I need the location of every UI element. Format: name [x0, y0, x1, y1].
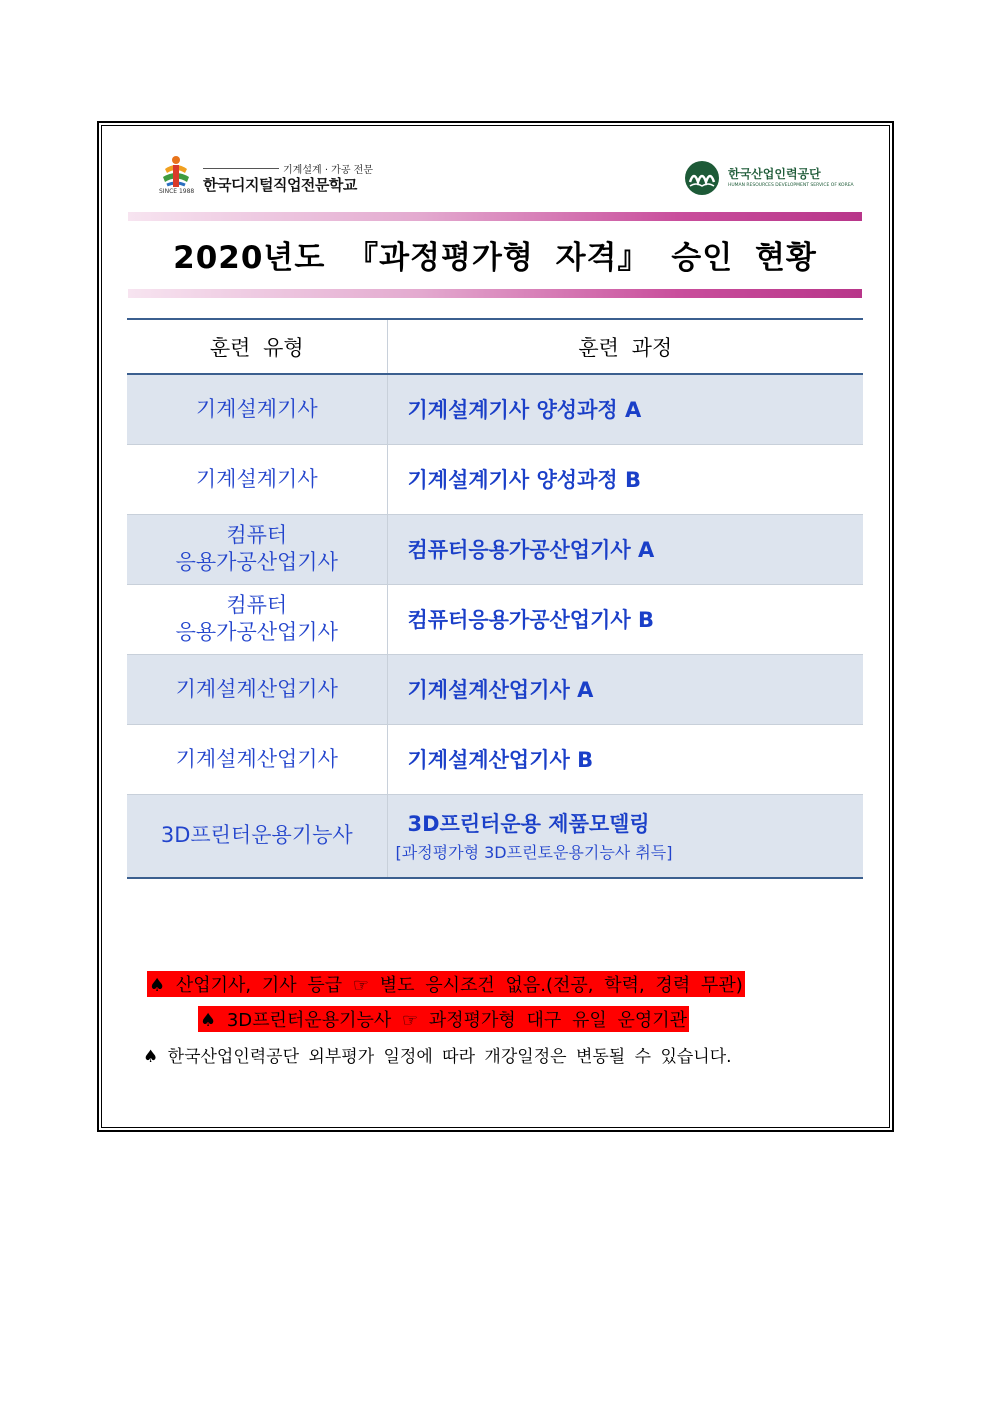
training-type-line1: 컴퓨터 [226, 593, 288, 617]
header-training-type: 훈련 유형 [127, 319, 387, 374]
training-type-line2: 응용가공산업기사 [175, 620, 338, 644]
table-row [127, 584, 863, 654]
title-bar-bottom [128, 289, 862, 298]
training-course: 기계설계산업기사 A [407, 678, 594, 702]
header-training-course: 훈련 과정 [578, 335, 673, 360]
note-3d-printer: ♠ 3D프린터운용기능사 ☞ 과정평가형 대구 유일 운영기관 [198, 1006, 689, 1032]
school-name: 한국디지털직업전문학교 [203, 176, 357, 194]
page-title: 2020년도 『과정평가형 자격』 승인 현황 [173, 240, 817, 276]
training-type [127, 514, 387, 584]
training-type: 기계설계산업기사 [127, 724, 387, 794]
table-row [127, 514, 863, 584]
school-tagline: 기계설계 · 가공 전문 [283, 165, 373, 176]
table-row [127, 794, 863, 878]
table-row [127, 654, 863, 724]
table-header-row [127, 319, 863, 374]
approval-table [127, 318, 863, 879]
training-type: 3D프린터운용기능사 [127, 794, 387, 878]
training-course: 기계설계기사 양성과정 B [407, 468, 641, 492]
training-type [127, 584, 387, 654]
training-course: 컴퓨터응용가공산업기사 B [407, 608, 654, 632]
training-type: 기계설계기사 [127, 374, 387, 444]
note-schedule: ♠ 한국산업인력공단 외부평가 일정에 따라 개강일정은 변동될 수 있습니다. [143, 1047, 732, 1067]
title-bar-top [128, 212, 862, 221]
since-label: SINCE 1988 [159, 188, 195, 195]
training-course-note: [과정평가형 3D프린토운용기능사 취득] [395, 843, 673, 863]
training-course: 기계설계산업기사 B [407, 748, 594, 772]
training-course: 기계설계기사 양성과정 A [407, 398, 642, 423]
training-type: 기계설계산업기사 [127, 654, 387, 724]
table-row [127, 374, 863, 444]
tagline-divider [203, 168, 279, 169]
training-course [387, 794, 863, 878]
training-course-name: 3D프린터운용 제품모델링 [407, 812, 650, 837]
note-eligibility: ♠ 산업기사, 기사 등급 ☞ 별도 응시조건 없음.(전공, 학력, 경력 무관) [147, 971, 745, 997]
table-row [127, 444, 863, 514]
training-course: 컴퓨터응용가공산업기사 A [407, 538, 655, 562]
table-row [127, 724, 863, 794]
org-name: 한국산업인력공단 [728, 167, 821, 181]
org-subtitle: HUMAN RESOURCES DEVELOPMENT SERVICE OF KOREA [728, 183, 854, 188]
training-type-line1: 컴퓨터 [226, 523, 288, 547]
training-type: 기계설계기사 [127, 444, 387, 514]
training-type-line2: 응용가공산업기사 [175, 550, 338, 574]
